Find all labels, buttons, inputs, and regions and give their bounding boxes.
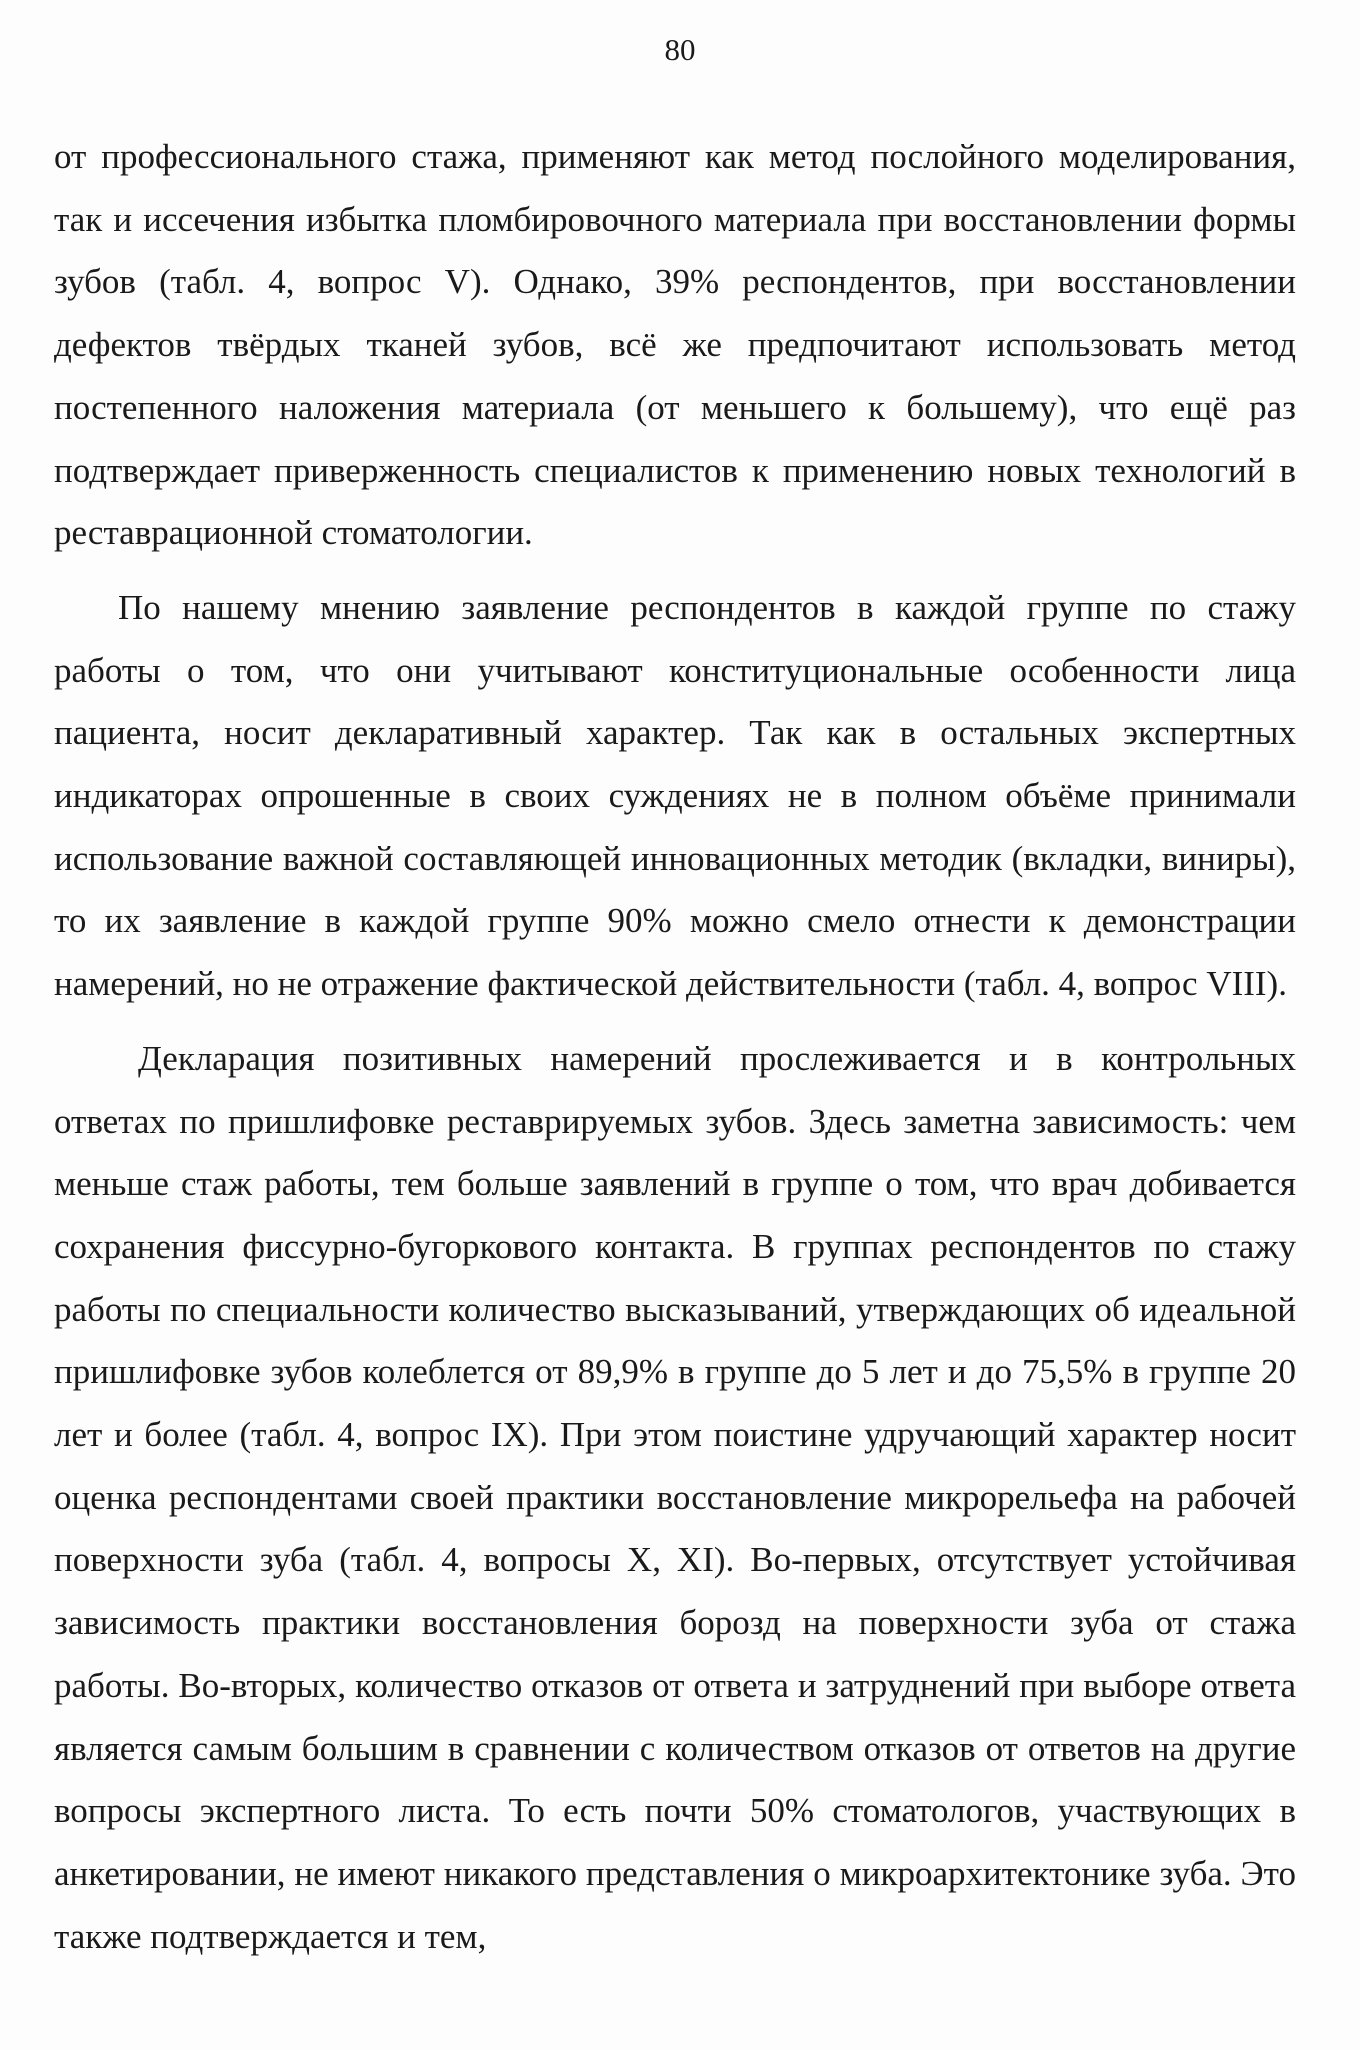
page-number: 80 <box>664 32 696 67</box>
paragraph-declarative-statements: По нашему мнению заявление респондентов в каждой группе по стажу работы о том, что они учитывают конституциональные особенности лица пациента, носит декларативный характер. Так как в остальных экспертных индикаторах опрошенные в своих суждениях не в полном объёме принимали использование важной составляющей инновационных методик (вкладки, виниры), то их заявление в каждой группе 90% можно смело отнести к демонстрации намерений, но не отражение фактической действительности (табл. 4, вопрос VIII). <box>54 587 1296 1004</box>
paragraph-continuation: от профессионального стажа, применяют как метод послойного моделирования, так и иссечения избытка пломбировочного материала при восстановлении формы зубов (табл. 4, вопрос V). Однако, 39% респондентов, при восстановлении дефектов твёрдых тканей зубов, всё же предпочитают использовать метод постепенного наложения материала (от меньшего к большему), что ещё раз подтверждает приверженность специалистов к применению новых технологий в реставрационной стоматологии. <box>54 137 1296 553</box>
paragraph-declaration-intentions: Декларация позитивных намерений прослеживается и в контрольных ответах по пришлифовке реставрируемых зубов. Здесь заметна зависимость: чем меньше стаж работы, тем больше заявлений в группе о том, что врач добивается сохранения фиссурно-бугоркового контакта. В группах респондентов по стажу работы по специальности количество высказываний, утверждающих об идеальной пришлифовке зубов колеблется от 89,9% в группе до 5 лет и до 75,5% в группе 20 лет и более (табл. 4, вопрос IX). При этом поистине удручающий характер носит оценка респондентами своей практики восстановление микрорельефа на рабочей поверхности зуба (табл. 4, вопросы X, XI). Во-первых, отсутствует устойчивая зависимость практики восстановления борозд на поверхности зуба от стажа работы. Во-вторых, количество отказов от ответа и затруднений при выборе ответа является самым большим в сравнении с количеством отказов от ответов на другие вопросы экспертного листа. То есть почти 50% стоматологов, участвующих в анкетировании, не имеют никакого представления о микроархитектонике зуба. Это также подтверждается и тем, <box>54 1038 1296 1956</box>
body-text <box>54 126 1296 1968</box>
